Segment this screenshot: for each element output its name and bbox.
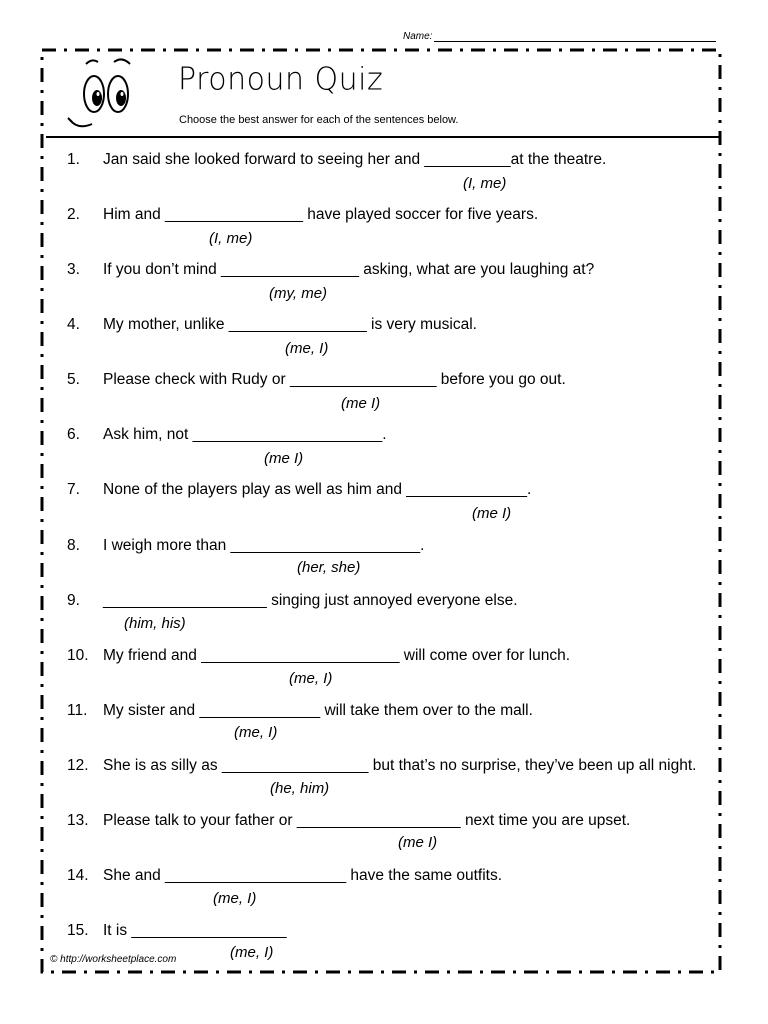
- question-text: I weigh more than ______________________.: [103, 537, 425, 554]
- question-text: Please talk to your father or ___________________ next time you are upset.: [103, 812, 631, 829]
- question-text: Jan said she looked forward to seeing her and __________at the theatre.: [103, 151, 607, 168]
- page-title: Pronoun Quiz: [178, 61, 384, 98]
- copyright-footer: © http://worksheetplace.com: [50, 954, 177, 965]
- question-number: 5.: [67, 371, 80, 388]
- answer-options: (me, I): [285, 340, 329, 357]
- answer-options: (me, I): [230, 944, 274, 961]
- answer-options: (me I): [341, 395, 381, 412]
- answer-options: (me I): [264, 450, 304, 467]
- answer-options: (her, she): [297, 559, 361, 576]
- question-number: 11.: [67, 702, 88, 719]
- answer-options: (he, him): [270, 780, 330, 797]
- question-text: My sister and ______________ will take them over to the mall.: [103, 702, 533, 719]
- answer-options: (I, me): [209, 230, 253, 247]
- question-number: 9.: [67, 592, 80, 609]
- question-text: It is __________________: [103, 922, 287, 939]
- dash-dot-border: [40, 48, 722, 974]
- question-text: She is as silly as _________________ but that’s no surprise, they’ve been up all night.: [103, 757, 697, 774]
- question-number: 15.: [67, 922, 89, 939]
- name-line: [434, 31, 716, 42]
- question-text: ___________________ singing just annoyed everyone else.: [103, 592, 518, 609]
- question-number: 12.: [67, 757, 89, 774]
- answer-options: (my, me): [269, 285, 328, 302]
- question-number: 13.: [67, 812, 89, 829]
- question-text: None of the players play as well as him and ______________.: [103, 481, 532, 498]
- question-number: 14.: [67, 867, 89, 884]
- question-number: 3.: [67, 261, 80, 278]
- question-number: 7.: [67, 481, 80, 498]
- question-text: Please check with Rudy or _________________ before you go out.: [103, 371, 566, 388]
- question-text: Ask him, not ______________________.: [103, 426, 387, 443]
- googly-eyes-icon: [66, 56, 150, 136]
- question-text: She and _____________________ have the same outfits.: [103, 867, 503, 884]
- question-text: My mother, unlike ________________ is very musical.: [103, 316, 477, 333]
- instructions: Choose the best answer for each of the sentences below.: [179, 114, 459, 126]
- worksheet-frame: [40, 48, 722, 974]
- question-number: 4.: [67, 316, 80, 333]
- answer-options: (me, I): [234, 724, 278, 741]
- answer-options: (I, me): [463, 175, 507, 192]
- question-number: 1.: [67, 151, 80, 168]
- name-field: [403, 31, 716, 42]
- question-number: 8.: [67, 537, 80, 554]
- name-label: Name:: [403, 31, 433, 42]
- question-number: 10.: [67, 647, 89, 664]
- answer-options: (me, I): [213, 890, 257, 907]
- question-number: 2.: [67, 206, 80, 223]
- question-text: If you don’t mind ________________ asking, what are you laughing at?: [103, 261, 595, 278]
- answer-options: (me I): [398, 834, 438, 851]
- question-text: My friend and _______________________ will come over for lunch.: [103, 647, 571, 664]
- answer-options: (me, I): [289, 670, 333, 687]
- answer-options: (him, his): [124, 615, 186, 632]
- answer-options: (me I): [472, 505, 512, 522]
- question-text: Him and ________________ have played soccer for five years.: [103, 206, 539, 223]
- question-number: 6.: [67, 426, 80, 443]
- header-divider: [46, 136, 719, 138]
